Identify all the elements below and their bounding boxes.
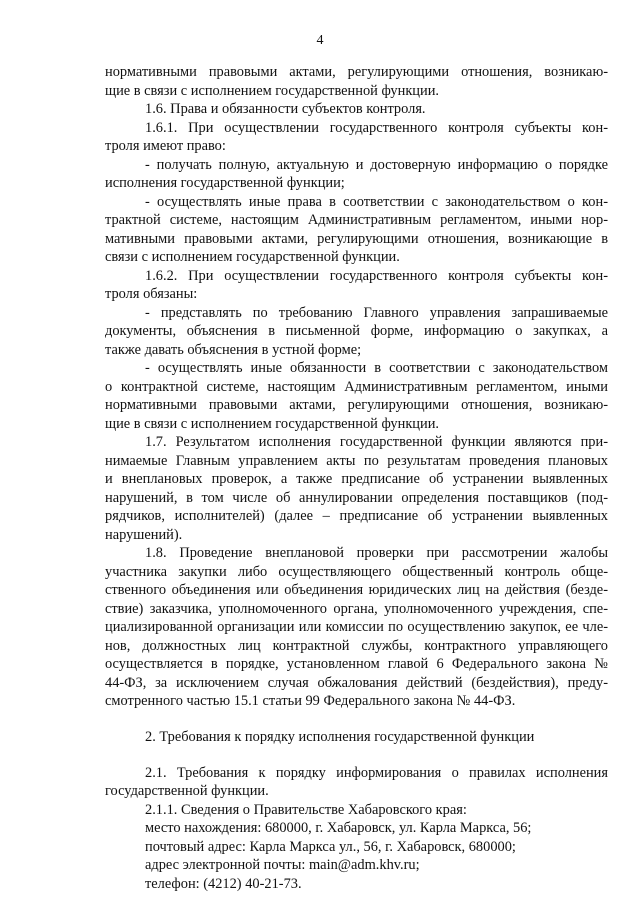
text-line: документы, объяснения в письменной форме, информацию о закупках, а	[105, 323, 608, 339]
email-line: адрес электронной почты: main@adm.khv.ru;	[145, 857, 420, 873]
text-line: троля обязаны:	[105, 286, 198, 302]
text-line: ственного объединения или объединения юридических лиц на действия (безде-	[105, 582, 608, 598]
postal-address-line: почтовый адрес: Карла Маркса ул., 56, г. Хабаровск, 680000;	[145, 839, 516, 855]
address-line: место нахождения: 680000, г. Хабаровск, ул. Карла Маркса, 56;	[145, 820, 532, 836]
text-line: и внеплановых проверок, а также предписание об устранении выявленных	[105, 471, 608, 487]
text-line: 44-ФЗ, за исключением случая обжалования действий (бездействия), преду-	[105, 675, 608, 691]
text-line: рядчиков, исполнителей) (далее – предписание об устранении выявленных	[105, 508, 608, 524]
text-line: мативными правовыми актами, регулирующими отношения, возникающие в	[105, 231, 608, 247]
text-line: осуществляется в порядке, установленном главой 6 Федерального закона №	[105, 656, 608, 672]
text-line: 1.8. Проведение внеплановой проверки при рассмотрении жалобы	[145, 545, 608, 561]
text-line: исполнения государственной функции;	[105, 175, 345, 191]
list-item-line: - осуществлять иные обязанности в соответствии с законодательством	[145, 360, 608, 376]
text-line: государственной функции.	[105, 783, 269, 799]
page-number: 4	[316, 33, 324, 48]
text-line: щие в связи с исполнением государственной функции.	[105, 83, 440, 99]
text-line: нормативными правовыми актами, регулирующими отношения, возникаю-	[105, 397, 608, 413]
text-line: нов, должностных лиц контрактной службы, контрактного управляющего	[105, 638, 608, 654]
text-line: ствие) заказчика, уполномоченного органа, уполномоченного учреждения, спе-	[105, 601, 608, 617]
text-line: нарушений, в том числе об аннулировании определения поставщиков (под-	[105, 490, 608, 506]
phone-line: телефон: (4212) 40-21-73.	[145, 876, 302, 892]
text-line: 2.1.1. Сведения о Правительстве Хабаровского края:	[145, 802, 467, 818]
text-line: также давать объяснения в устной форме;	[105, 342, 362, 358]
text-line: нормативными правовыми актами, регулирующими отношения, возникаю-	[105, 64, 608, 80]
list-item-line: - осуществлять иные права в соответствии с законодательством о кон-	[145, 194, 608, 210]
section-heading-1-6: 1.6. Права и обязанности субъектов контроля.	[145, 101, 426, 117]
text-line: трактной системе, настоящим Административным регламентом, иными нор-	[105, 212, 608, 228]
list-item-line: - представлять по требованию Главного управления запрашиваемые	[145, 305, 608, 321]
list-item-line: - получать полную, актуальную и достоверную информацию о порядке	[145, 157, 608, 173]
text-line: 1.7. Результатом исполнения государственной функции являются при-	[145, 434, 608, 450]
text-line: 1.6.2. При осуществлении государственного контроля субъекты кон-	[145, 268, 608, 284]
text-line: участника закупки либо осуществляющего общественный контроль обще-	[105, 564, 608, 580]
section-heading-2: 2. Требования к порядку исполнения государственной функции	[145, 729, 535, 745]
text-line: смотренного частью 15.1 статьи 99 Федерального закона № 44-ФЗ.	[105, 693, 516, 709]
text-line: о контрактной системе, настоящим Административным регламентом, иными	[105, 379, 608, 395]
text-line: щие в связи с исполнением государственной функции.	[105, 416, 440, 432]
text-line: троля имеют право:	[105, 138, 226, 154]
text-line: 1.6.1. При осуществлении государственного контроля субъекты кон-	[145, 120, 608, 136]
text-line: связи с исполнением государственной функции.	[105, 249, 400, 265]
text-line: нарушений).	[105, 527, 183, 543]
text-line: 2.1. Требования к порядку информирования о правилах исполнения	[145, 765, 608, 781]
text-line: нимаемые Главным управлением акты по результатам проведения плановых	[105, 453, 608, 469]
text-line: циализированной организации или комиссии по осуществлению закупок, ее чле-	[105, 619, 608, 635]
